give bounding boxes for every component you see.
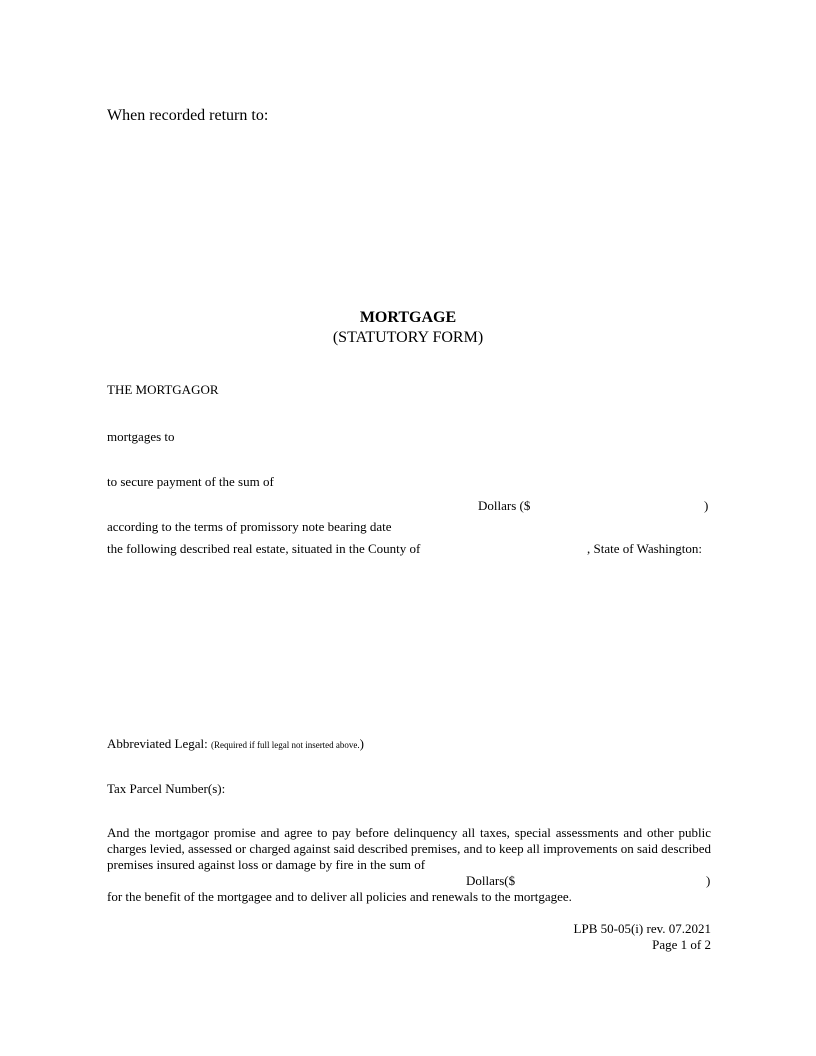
tax-parcel-label: Tax Parcel Number(s): bbox=[107, 781, 226, 796]
county-label: the following described real estate, situated in the County of bbox=[107, 541, 421, 556]
document-title: MORTGAGE bbox=[359, 309, 457, 326]
covenant-paragraph: And the mortgagor promise and agree to pay before delinquency all taxes, special assessments and other public charges levied, assessed or charged against said described premises, and to keep all improvements on said described premises insured against loss or damage by fire in the sum of bbox=[107, 825, 711, 872]
page-number: Page 1 of 2 bbox=[652, 937, 711, 952]
state-label: , State of Washington: bbox=[587, 541, 702, 556]
mortgagor-label: THE MORTGAGOR bbox=[107, 382, 219, 397]
insurance-dollars-label: Dollars($ bbox=[466, 873, 516, 888]
note-date-label: according to the terms of promissory note bearing date bbox=[107, 519, 392, 534]
insurance-close-paren: ) bbox=[706, 873, 711, 888]
benefit-text: for the benefit of the mortgagee and to deliver all policies and renewals to the mortgagee. bbox=[107, 889, 572, 904]
abbreviated-legal-label bbox=[107, 736, 364, 753]
mortgagee-label: mortgages to bbox=[107, 429, 175, 444]
form-number: LPB 50-05(i) rev. 07.2021 bbox=[573, 921, 711, 936]
abbreviated-legal-title: Abbreviated Legal: bbox=[107, 736, 208, 751]
return-to-label: When recorded return to: bbox=[107, 107, 269, 124]
dollars-close-paren: ) bbox=[704, 498, 709, 513]
document-subtitle: (STATUTORY FORM) bbox=[332, 329, 484, 346]
dollars-label: Dollars ($ bbox=[478, 498, 531, 513]
abbreviated-legal-close: ) bbox=[359, 736, 365, 751]
abbreviated-legal-note: (Required if full legal not inserted above. bbox=[210, 740, 360, 750]
sum-label: to secure payment of the sum of bbox=[107, 474, 274, 489]
